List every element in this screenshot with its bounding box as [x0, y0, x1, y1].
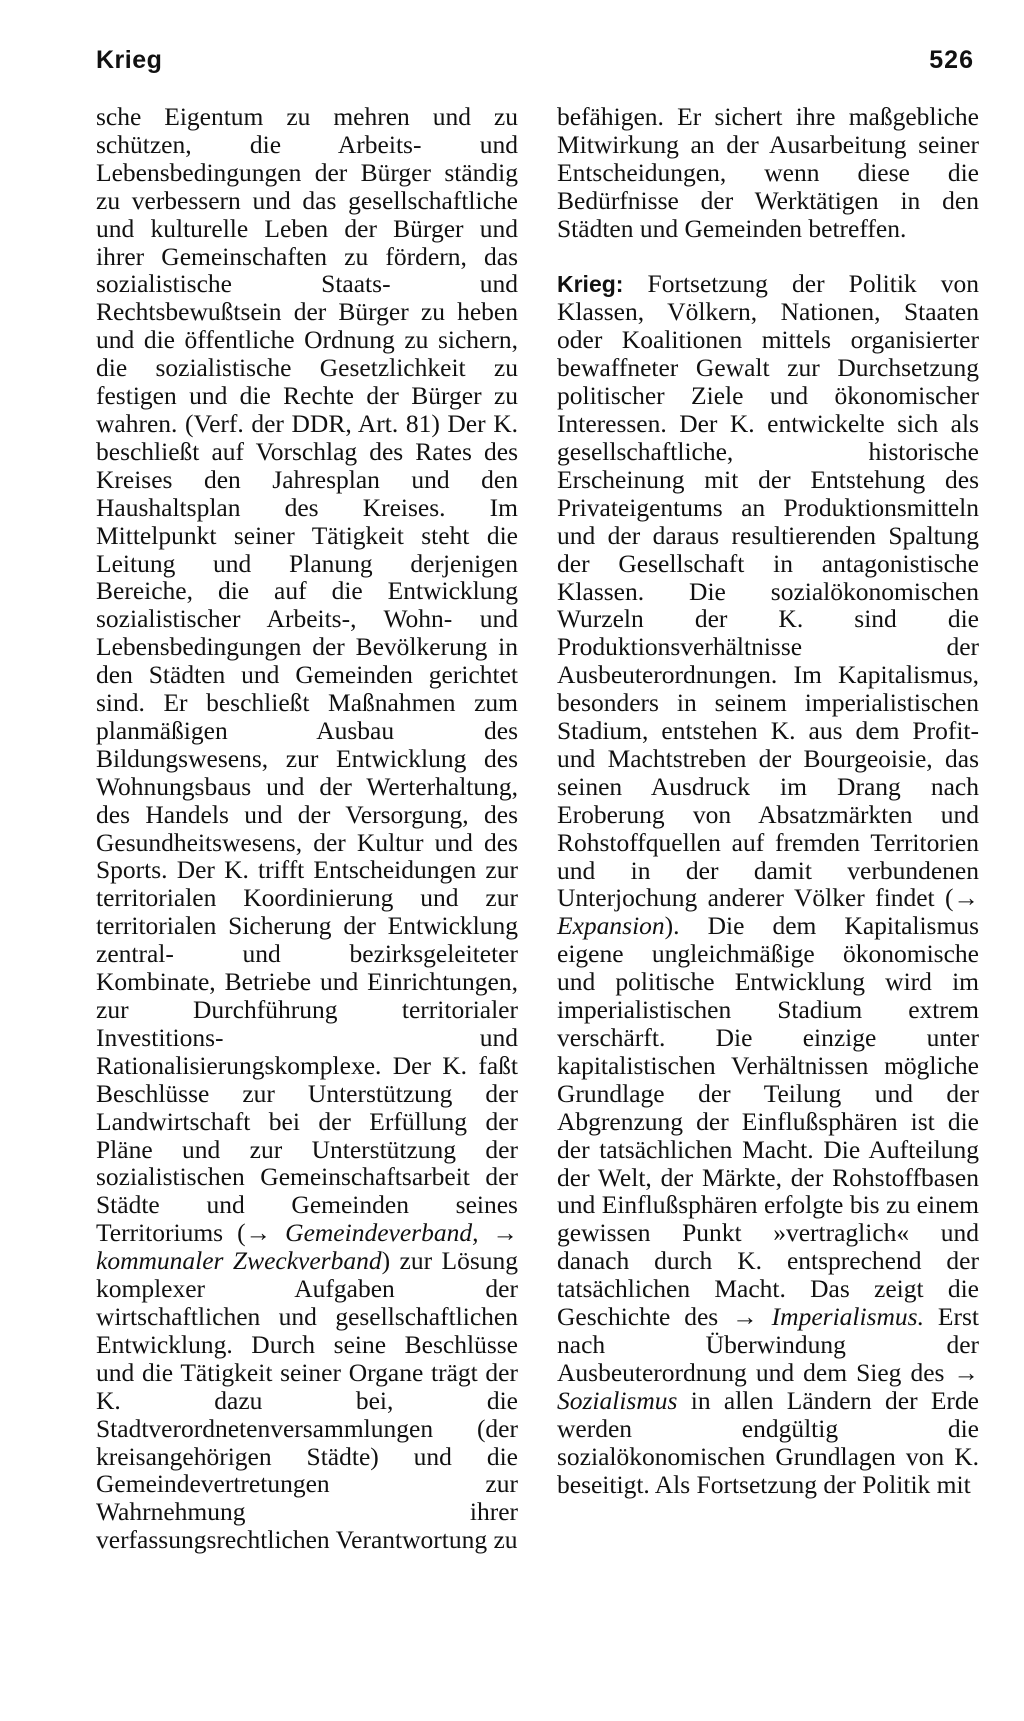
paragraph-kreistag-end — [557, 103, 979, 243]
cross-reference: kommunaler Zweckverband — [96, 1246, 382, 1276]
body-text: sche Eigentum zu mehren und zu schützen, die Arbeits- und Lebensbedingungen der Bürger ständig zu verbessern und das gesellschaftliche und kulturelle Leben der Bürger und ihrer Gemeinschaften zu fördern, das sozialistische Staats- und Rechtsbewußtsein der Bürger zu heben und die öffentliche Ordnung zu sichern, die sozialistische Gesetzlichkeit zu festigen und die Rechte der Bürger zu wahren. (Verf. der DDR, Art. 81) Der K. beschließt auf Vorschlag des Rates des Kreises den Jahresplan und den Haushaltsplan des Kreises. Im Mittelpunkt seiner Tätigkeit steht die Leitung und Planung derjenigen Bereiche, die auf die Entwicklung sozialistischer Arbeits-, Wohn- und Lebensbedingungen der Bevölkerung in den Städten und Gemeinden gerichtet sind. Er beschließt Maßnahmen zum planmäßigen Ausbau des Bildungswesens, zur Entwicklung des Wohnungsbaus und der Werterhaltung, des Handels und der Versorgung, des Gesundheitswesens, der Kultur und des Sports. Der K. trifft Entscheidungen zur territorialen Koordinierung und zur territorialen Sicherung der Entwicklung zentral- und bezirksgeleiteter Kombinate, Betriebe und Einrichtungen, zur Durchführung territorialer Investitions- und Rationalisierungskomplexe. Der K. faßt Beschlüsse zur Unterstützung der Landwirtschaft bei der Erfüllung der Pläne und zur Unterstützung der sozialistischen Gemeinschaftsarbeit der Städte und Gemeinden seines Territoriums ( — [96, 102, 518, 1248]
cross-reference: Gemeindeverband, — [285, 1218, 479, 1248]
cross-reference-arrow: → — [953, 883, 979, 913]
body-text: befähigen. Er sichert ihre maßgebliche Mitwirkung an der Ausarbeitung seiner Entscheidungen, wenn diese die Bedürfnisse der Werktätigen in den Städten und Gemeinden betreffen. — [557, 102, 979, 243]
entry-krieg — [557, 270, 979, 1499]
cross-reference: Imperialismus. — [771, 1302, 924, 1332]
paragraph-kreistag-continued — [96, 103, 518, 1554]
right-column — [557, 103, 979, 1498]
cross-reference-arrow: → — [953, 1357, 979, 1387]
cross-reference: Sozialismus — [557, 1385, 678, 1415]
body-text: ). Die dem Kapitalismus eigene ungleichmäßige ökonomische und politische Entwicklung wird im imperialistischen Stadium extrem verschärft. Die einzige unter kapitalistischen Verhältnissen mögliche Grundlage der Teilung und der Abgrenzung der Einflußsphären ist die der tatsächlichen Macht. Die Aufteilung der Welt, der Märkte, der Rohstoffbasen und Einflußsphären erfolgte bis zu einem gewissen Punkt »vertraglich« und danach durch K. entsprechend der tatsächlichen Macht. Das zeigt die Geschichte des — [557, 911, 979, 1332]
body-text: in allen Ländern der Erde werden endgültig die sozialökonomischen Grundlagen von K. beseitigt. Als Fortsetzung der Politik mit — [557, 1385, 979, 1499]
cross-reference-arrow: → — [732, 1302, 758, 1332]
cross-reference: Expansion — [557, 911, 665, 941]
cross-reference-arrow: → — [492, 1218, 518, 1248]
page-header — [96, 46, 974, 86]
left-column — [96, 103, 518, 1554]
headword: Krieg: — [557, 270, 624, 297]
body-text: Fortsetzung der Politik von Klassen, Völkern, Nationen, Staaten oder Koalitionen mittels organisierter bewaffneter Gewalt zur Durchsetzung politischer Ziele und ökonomischer Interessen. Der K. entwickelte sich als gesellschaftliche, historische Erscheinung mit der Entstehung des Privateigentums an Produktionsmitteln und der daraus resultierenden Spaltung der Gesellschaft in antagonistische Klassen. Die sozialökonomischen Wurzeln der K. sind die Produktionsverhältnisse der Ausbeuterordnungen. Im Kapitalismus, besonders in seinem imperialistischen Stadium, entstehen K. aus dem Profit- und Machtstreben der Bourgeoisie, das seinen Ausdruck im Drang nach Eroberung von Absatzmärkten und Rohstoffquellen auf fremden Territorien und in der damit verbundenen Unterjochung anderer Völker findet ( — [557, 268, 979, 913]
body-text: Erst nach Überwindung der Ausbeuterordnung und dem Sieg des — [557, 1302, 980, 1387]
cross-reference-arrow: → — [245, 1218, 272, 1248]
body-text: ) zur Lösung komplexer Aufgaben der wirtschaftlichen und gesellschaftlichen Entwicklung. Durch seine Beschlüsse und die Tätigkeit seiner Organe trägt der K. dazu bei, die Stadtverordnetenversammlungen (der kreisangehörigen Städte) und die Gemeindevertretungen zur Wahrnehmung ihrer verfassungsrechtlichen Verantwortung zu — [96, 1246, 518, 1555]
running-head: Krieg — [96, 46, 163, 74]
page-number: 526 — [929, 46, 974, 74]
